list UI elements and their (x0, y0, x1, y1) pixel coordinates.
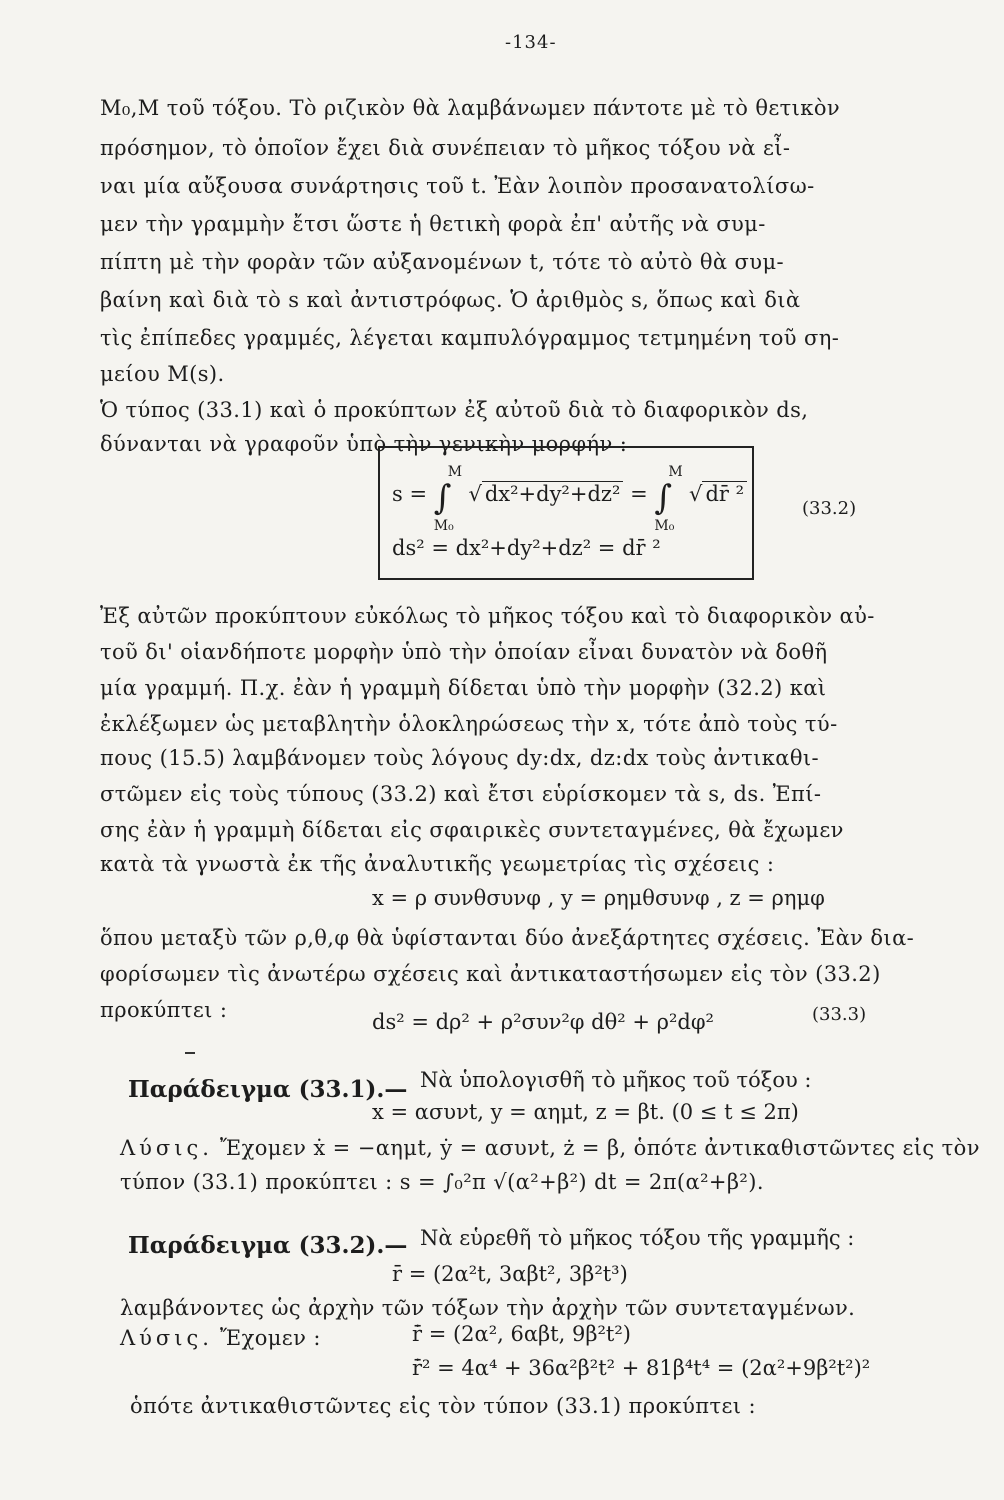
radical: √ dr̄ ² (689, 481, 747, 506)
spherical-coordinates-formula: x = ρ συνθσυνφ , y = ρημθσυνφ , z = ρημφ (372, 886, 825, 910)
text-line: ἐκλέξωμεν ὡς μεταβλητὴν ὁλοκληρώσεως τὴν x, τότε ἀπὸ τοὺς τύ- (100, 712, 838, 736)
text-line: μία γραμμή. Π.χ. ἐὰν ἡ γραμμὴ δίδεται ὑπὸ τὴν μορφὴν (32.2) καὶ (100, 676, 827, 700)
example-equation: r̄ = (2α²t, 3αβt², 3β²t³) (392, 1262, 628, 1286)
divider-mark (185, 1052, 195, 1054)
derivative-formula: r̄̇ = (2α², 6αβt, 9β²t²) (412, 1322, 631, 1346)
text-line: στῶμεν εἰς τοὺς τύπους (33.2) καὶ ἔτσι εὑρίσκομεν τὰ s, ds. Ἐπί- (100, 782, 822, 806)
example-heading: Παράδειγμα (33.1).— (128, 1076, 408, 1103)
text-line: πρόσημον, τὸ ὁποῖον ἔχει διὰ συνέπειαν τὸ μῆκος τόξου νὰ εἶ- (100, 136, 791, 160)
text-line: τοῦ δι' οἱανδήποτε μορφὴν ὑπὸ τὴν ὁποίαν εἶναι δυνατὸν νὰ δοθῆ (100, 640, 828, 664)
text-line: M₀,M τοῦ τόξου. Τὸ ριζικὸν θὰ λαμβάνωμεν πάντοτε μὲ τὸ θετικὸν (100, 96, 841, 120)
solution-text: Ἔχομεν ẋ = −αημt, ẏ = ασυνt, ż = β, ὁπότε ἀντικαθιστῶντες εἰς τὸν (220, 1136, 980, 1160)
formula-lhs: s = (392, 482, 428, 506)
integral-sign: ∫ M M₀ (654, 464, 683, 534)
text-line: Ἐξ αὐτῶν προκύπτουν εὐκόλως τὸ μῆκος τόξου καὶ τὸ διαφορικὸν αὐ- (100, 604, 875, 628)
formula-33-3: ds² = dρ² + ρ²συν²φ dθ² + ρ²dφ² (372, 1010, 714, 1034)
solution-label: Λύσις. (120, 1326, 213, 1350)
formula-ds-squared: ds² = dx²+dy²+dz² = dr̄ ² (392, 536, 661, 560)
derivative-squared-formula: r̄̇² = 4α⁴ + 36α²β²t² + 81β⁴t⁴ = (2α²+9β²t²)² (412, 1356, 871, 1380)
text-line: προκύπτει : (100, 998, 228, 1022)
text-line: τὶς ἐπίπεδες γραμμές, λέγεται καμπυλόγραμμος τετμημένη τοῦ ση- (100, 326, 840, 350)
integral-sign: ∫ M M₀ (433, 464, 463, 534)
text-line: σης ἐὰν ἡ γραμμὴ δίδεται εἰς σφαιρικὲς συντεταγμένες, θὰ ἔχωμεν (100, 818, 844, 842)
text-line: ναι μία αὔξουσα συνάρτησις τοῦ t. Ἐὰν λοιπὸν προσανατολίσω- (100, 174, 815, 198)
example-equations: x = ασυνt, y = αημt, z = βt. (0 ≤ t ≤ 2π) (372, 1100, 799, 1124)
solution-line (120, 1326, 321, 1350)
text-line: κατὰ τὰ γνωστὰ ἐκ τῆς ἀναλυτικῆς γεωμετρίας τὶς σχέσεις : (100, 852, 775, 876)
solution-line (120, 1136, 980, 1160)
text-line: βαίνη καὶ διὰ τὸ s καὶ ἀντιστρόφως. Ὁ ἀριθμὸς s, ὅπως καὶ διὰ (100, 288, 801, 312)
solution-intro: Ἔχομεν : (220, 1326, 321, 1350)
solution-line: τύπον (33.1) προκύπτει : s = ∫₀²π √(α²+β²) dt = 2π(α²+β²). (120, 1170, 764, 1194)
example-statement: Νὰ εὑρεθῆ τὸ μῆκος τόξου τῆς γραμμῆς : (420, 1226, 855, 1250)
text-line: λαμβάνοντες ὡς ἀρχὴν τῶν τόξων τὴν ἀρχὴν τῶν συντεταγμένων. (120, 1296, 856, 1320)
example-heading: Παράδειγμα (33.2).— (128, 1232, 408, 1259)
text-line: φορίσωμεν τὶς ἀνωτέρω σχέσεις καὶ ἀντικαταστήσωμεν εἰς τὸν (33.2) (100, 962, 881, 986)
text-line: ὁπότε ἀντικαθιστῶντες εἰς τὸν τύπον (33.1) προκύπτει : (130, 1394, 756, 1418)
equation-number: (33.2) (802, 498, 857, 519)
boxed-formula (378, 446, 754, 580)
formula-arc-length: s = ∫ M M₀ √ dx²+dy²+dz² = ∫ M M₀ √ dr̄ ² (392, 478, 747, 518)
text-line: μεν τὴν γραμμὴν ἔτσι ὥστε ἡ θετικὴ φορὰ ἐπ' αὐτῆς νὰ συμ- (100, 212, 766, 236)
equation-number: (33.3) (812, 1004, 867, 1025)
text-line: δύνανται νὰ γραφοῦν ὑπὸ τὴν γενικὴν μορφήν : (100, 432, 628, 456)
text-line: μείου M(s). (100, 362, 225, 386)
radical: √ dx²+dy²+dz² (468, 481, 623, 506)
text-line: πίπτη μὲ τὴν φορὰν τῶν αὐξανομένων t, τότε τὸ αὐτὸ θὰ συμ- (100, 250, 784, 274)
text-line: ὅπου μεταξὺ τῶν ρ,θ,φ θὰ ὑφίστανται δύο ἀνεξάρτητες σχέσεις. Ἐὰν δια- (100, 926, 915, 950)
text-line: Ὁ τύπος (33.1) καὶ ὁ προκύπτων ἐξ αὐτοῦ διὰ τὸ διαφορικὸν ds, (100, 398, 809, 422)
example-statement: Νὰ ὑπολογισθῆ τὸ μῆκος τοῦ τόξου : (420, 1068, 812, 1092)
page-number: -134- (505, 32, 557, 53)
solution-label: Λύσις. (120, 1136, 213, 1160)
text-line: πους (15.5) λαμβάνομεν τοὺς λόγους dy:dx, dz:dx τοὺς ἀντικαθι- (100, 746, 820, 770)
